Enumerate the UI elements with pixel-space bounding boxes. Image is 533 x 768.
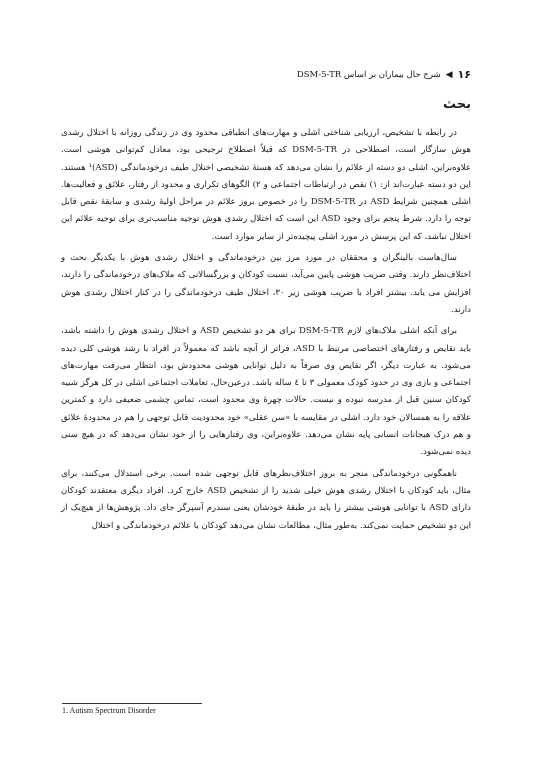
paragraph-3: برای آنکه اشلی ملاک‌های لازم DSM-5-TR برای هر دو تشخیص ASD و اختلال رشدی هوش را داشته باشد، باید نقایص و رفتارهای اختصاصی مرتبط با ASD، فراتر از آنچه باشد که معمولاً در افراد با رشد هوشی کلی دیده می‌شود. به عبارت دیگر، اگر نقایص وی صرفاً به دلیل توانایی هوشی محدودش بود، انتظار می‌رفت مهارت‌های اجتماعی و بازی وی در حدود کودک معمولی ۳ تا ٤ ساله باشد. درعین‌حال، تعاملات اجتماعی اشلی در کل هرگز شبیه کودکان سنین قبل از مدرسه نبوده و نیست. حالات چهرهٔ وی محدود است، تماس چشمی ضعیفی دارد و کمترین علاقه را به همسالان خود دارد. اشلی در مقایسه با «سن عقلی» خود محدودیت قابل توجهی را هم در محدودهٔ علائق و هم درک هیجانات انسانی پایه نشان می‌دهد. علاوه‌براین، وی رفتارهایی را از خود نشان می‌دهد که در هیچ سنی دیده نمی‌شود. — [61, 326, 472, 458]
triangle-left-icon: ◀ — [445, 69, 453, 80]
running-title: شرح حال بیماران بر اساس DSM-5-TR — [296, 69, 441, 80]
paragraph-1: در رابطه با تشخیص، ارزیابی شناختی اشلی و مهارت‌های انطباقی محدود وی در زندگی روزانه با اختلال رشدی هوش سازگار است، اصطلاحی در DSM-5-TR که قبلاً اصطلاح ترجیحی بود، معادل کم‌توانی هوشی است. علاوه‌براین، اشلی دو دسته از علائم را نشان می‌دهد که هستهٔ تشخیصی اختلال طیف درخودماندگی (ASD)¹ هستند. این دو دسته عبارت‌اند از: ۱) نقص در ارتباطات اجتماعی و ۲) الگوهای تکراری و محدود از رفتار، علائق و فعالیت‌ها. اشلی همچنین شرایط ASD در DSM-5-TR را در خصوص بروز علائم در مراحل اولیهٔ رشدی و سابقهٔ نقص قابل توجه را دارد. شرط پنجم برای وجود ASD این است که اختلال رشدی هوش توجیه مناسب‌تری برای توجیه علائم این اختلال نباشد، که این پرسش در مورد اشلی پیچیده‌تر از سایر موارد است. — [61, 128, 472, 242]
paragraph-4: ناهمگونی درخودماندگی منجر به بروز اختلاف‌نظرهای قابل توجهی شده است. برخی استدلال می‌کنند، برای مثال، باید کودکان با اختلال رشدی هوش خیلی شدید را از تشخیص ASD خارج کرد. افراد دیگری معتقدند کودکان دارای ASD با توانایی هوشی بیشتر را باید در طبقهٔ خودشان یعنی سندرم آسپرگر جای داد. پژوهش‌ها از هیچ‌یک از این دو تشخیص حمایت نمی‌کند. به‌طور مثال، مطالعات نشان می‌دهد کودکان با علائم درخودماندگی و اختلال — [61, 468, 471, 531]
footnote: 1. Autism Spectrum Disorder — [62, 706, 156, 715]
paragraph-2: سال‌هاست بالینگران و محققان در مورد مرز بین درخودماندگی و اختلال رشدی هوش با یکدیگر بحث و اختلاف‌نظر دارند. وقتی ضریب هوشی پایین می‌آید، نسبت کودکان و بزرگسالانی که ملاک‌های درخودماندگی را دارند، افزایش می یابد. بیشتر افراد با ضریب هوشی زیر ۳۰، اختلال طیف درخودماندگی را در کنار اختلال رشدی هوش دارند. — [61, 253, 471, 315]
page-number: ۱۶ — [457, 68, 471, 81]
section-title: بحث — [442, 97, 471, 112]
running-header — [62, 68, 471, 81]
body-text — [61, 125, 471, 535]
footnote-divider — [62, 703, 202, 704]
